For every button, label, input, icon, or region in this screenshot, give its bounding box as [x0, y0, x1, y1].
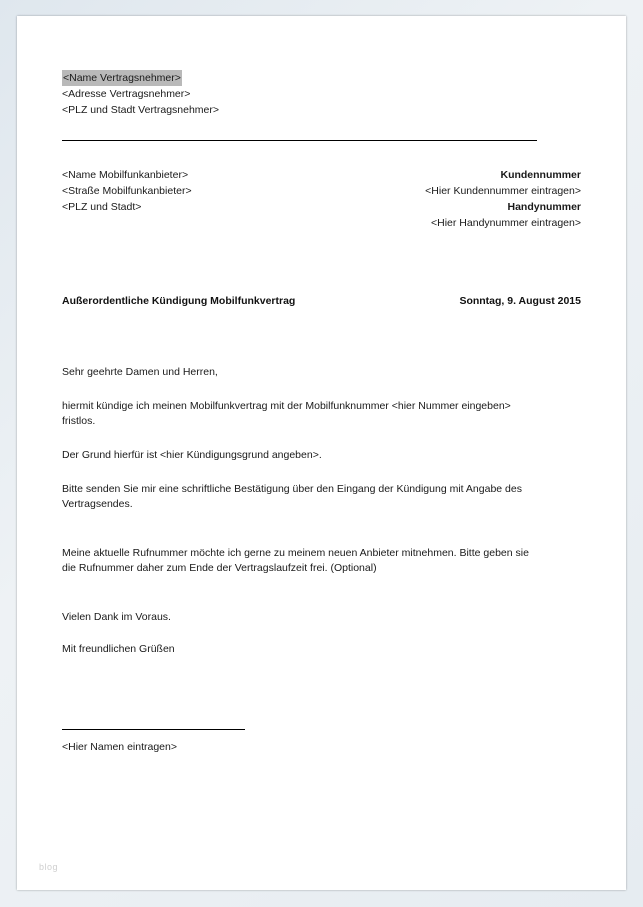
- subject-line: Außerordentliche Kündigung Mobilfunkvertrag: [62, 295, 296, 307]
- header-divider: [62, 140, 537, 141]
- recipient-line-name: <Name Mobilfunkanbieter>: [62, 169, 189, 181]
- letter-body: [62, 365, 581, 657]
- customer-number-value: <Hier Kundennummer eintragen>: [425, 185, 581, 197]
- document-page: [17, 16, 626, 890]
- closing-greeting: Mit freundlichen Grüßen: [62, 643, 175, 655]
- sender-line-city: <PLZ und Stadt Vertragsnehmer>: [62, 104, 220, 116]
- phone-number-label: Handynummer: [507, 201, 581, 213]
- address-reference-row: [62, 167, 581, 231]
- recipient-line-street: <Straße Mobilfunkanbieter>: [62, 185, 192, 197]
- reference-block: [425, 167, 581, 231]
- salutation: Sehr geehrte Damen und Herren,: [62, 366, 218, 378]
- signature-name-placeholder: <Hier Namen eintragen>: [62, 741, 177, 753]
- body-paragraph-1: hiermit kündige ich meinen Mobilfunkvertrag mit der Mobilfunknummer <hier Nummer eingeben> fristlos.: [62, 400, 511, 427]
- sender-address-block: [62, 70, 581, 118]
- body-paragraph-3: Bitte senden Sie mir eine schriftliche Bestätigung über den Eingang der Kündigung mit Angabe des Vertragsendes.: [62, 483, 522, 510]
- date-line: Sonntag, 9. August 2015: [459, 295, 581, 307]
- signature-line: [62, 729, 245, 730]
- sender-line-name: [62, 70, 581, 86]
- body-paragraph-2: Der Grund hierfür ist <hier Kündigungsgrund angeben>.: [62, 449, 322, 461]
- closing-thanks: Vielen Dank im Voraus.: [62, 611, 171, 623]
- recipient-line-city: <PLZ und Stadt>: [62, 201, 142, 213]
- sender-name-highlighted: <Name Vertragsnehmer>: [63, 72, 181, 84]
- customer-number-label: Kundennummer: [500, 169, 581, 181]
- recipient-address-block: [62, 167, 192, 231]
- subject-date-row: [62, 295, 581, 307]
- watermark-text: blog: [39, 862, 59, 872]
- phone-number-value: <Hier Handynummer eintragen>: [431, 217, 581, 229]
- body-paragraph-4: Meine aktuelle Rufnummer möchte ich gerne zu meinem neuen Anbieter mitnehmen. Bitte geben sie die Rufnummer daher zum Ende der Vertragslaufzeit frei. (Optional): [62, 547, 529, 574]
- document-content: [62, 56, 581, 880]
- sender-line-address: <Adresse Vertragsnehmer>: [62, 88, 191, 100]
